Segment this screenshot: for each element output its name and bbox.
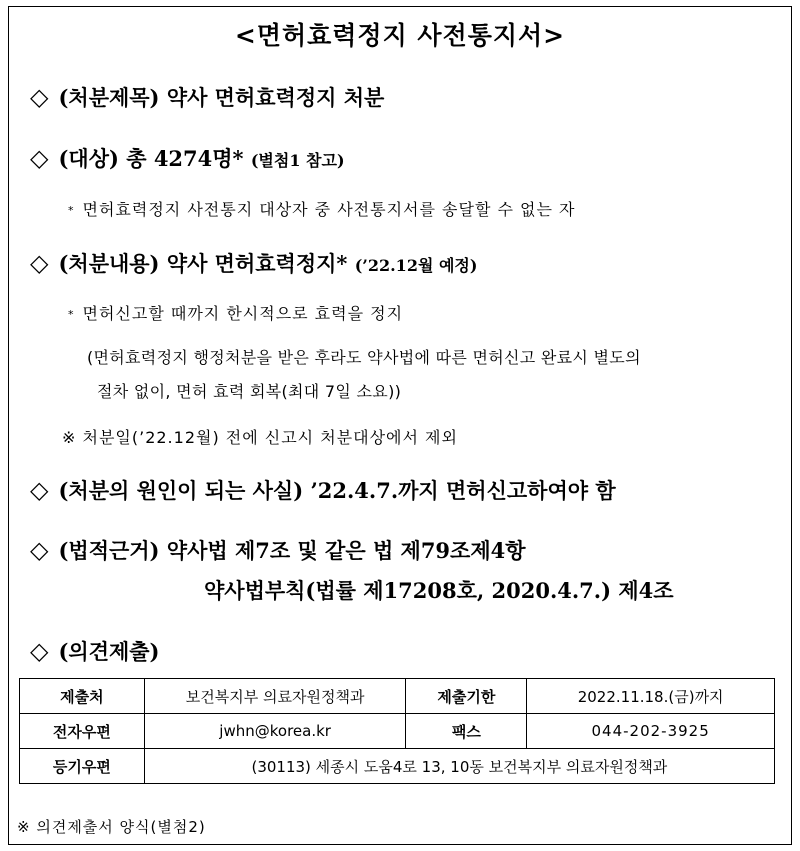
target-note: [68, 197, 576, 220]
star-bullet-icon: *: [68, 204, 75, 217]
content-paren-line1: (면허효력정지 행정처분을 받은 후라도 약사법에 따른 면허신고 완료시 별도의: [87, 348, 641, 367]
section-legal-basis: [30, 535, 526, 565]
note-text: 면허신고할 때까지 한시적으로 효력을 정지: [82, 304, 404, 323]
section-label: (법적근거) 약사법 제7조 및 같은 법 제79조제4항: [58, 538, 526, 563]
table-label: 제출처: [20, 679, 145, 714]
table-label: 팩스: [406, 714, 527, 749]
section-target: [30, 143, 345, 173]
table-label: 전자우편: [20, 714, 145, 749]
diamond-bullet-icon: ◇: [30, 249, 49, 277]
section-content: [30, 248, 477, 278]
note-text: 면허효력정지 사전통지 대상자 중 사전통지서를 송달할 수 없는 자: [82, 200, 576, 219]
table-row: [20, 749, 775, 784]
section-label: (대상) 총 4274명*: [58, 146, 244, 171]
section-label: (처분제목) 약사 면허효력정지 처분: [58, 85, 385, 110]
table-value: 044-202-3925: [527, 714, 775, 749]
table-value: (30113) 세종시 도움4로 13, 10동 보건복지부 의료자원정책과: [144, 749, 774, 784]
content-paren-line2: 절차 없이, 면허 효력 회복(최대 7일 소요)): [97, 382, 402, 401]
table-row: [20, 679, 775, 714]
section-subnote: (’22.12월 예정): [354, 256, 478, 275]
table-row: [20, 714, 775, 749]
section-disposition-title: [30, 82, 384, 112]
section-label: (처분내용) 약사 면허효력정지*: [58, 251, 348, 276]
diamond-bullet-icon: ◇: [30, 83, 49, 111]
legal-basis-line2: 약사법부칙(법률 제17208호, 2020.4.7.) 제4조: [204, 578, 674, 603]
footer-note: ※ 의견제출서 양식(별첨2): [17, 818, 206, 836]
diamond-bullet-icon: ◇: [30, 637, 49, 665]
submission-table: [19, 678, 775, 784]
content-note: [68, 301, 403, 324]
diamond-bullet-icon: ◇: [30, 144, 49, 172]
section-label: (의견제출): [58, 639, 160, 664]
section-cause: [30, 475, 616, 505]
table-label: 등기우편: [20, 749, 145, 784]
content-remark: ※ 처분일(’22.12월) 전에 신고시 처분대상에서 제외: [62, 428, 458, 447]
document-title: <면허효력정지 사전통지서>: [234, 21, 566, 50]
star-bullet-icon: *: [68, 308, 75, 321]
diamond-bullet-icon: ◇: [30, 476, 49, 504]
table-label: 제출기한: [406, 679, 527, 714]
section-opinion: [30, 636, 160, 666]
section-label: (처분의 원인이 되는 사실) ’22.4.7.까지 면허신고하여야 함: [58, 478, 616, 503]
table-value: jwhn@korea.kr: [144, 714, 406, 749]
diamond-bullet-icon: ◇: [30, 536, 49, 564]
table-value: 보건복지부 의료자원정책과: [144, 679, 406, 714]
section-subnote: (별첨1 참고): [250, 151, 345, 170]
table-value: 2022.11.18.(금)까지: [527, 679, 775, 714]
